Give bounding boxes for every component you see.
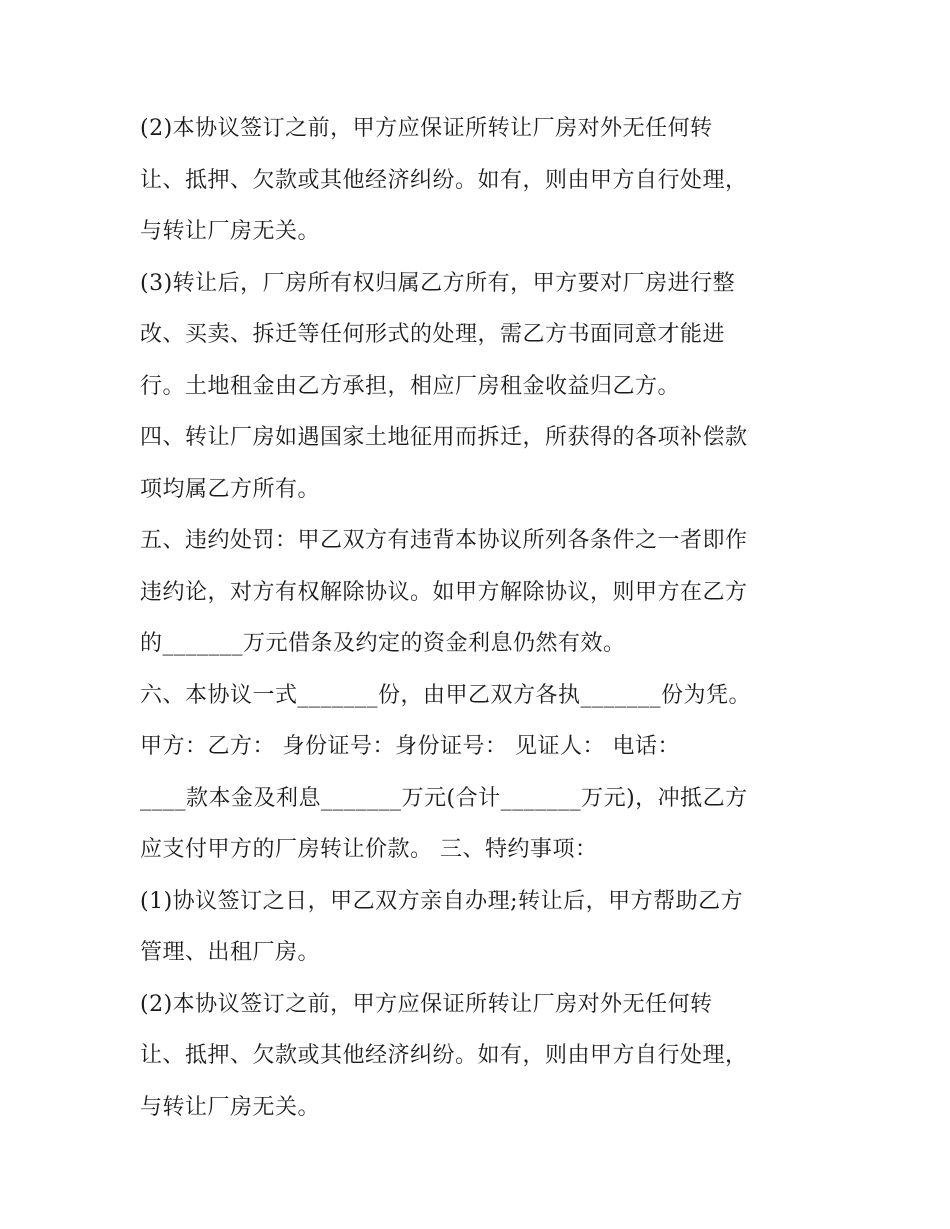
text-line: 应支付甲方的厂房转让价款。 三、特约事项：: [140, 837, 598, 862]
text-line: 四、转让厂房如遇国家土地征用而拆迁，所获得的各项补偿款: [140, 425, 748, 450]
text-line: 违约论，对方有权解除协议。如甲方解除协议，则甲方在乙方: [140, 579, 748, 605]
text-line: (2)本协议签订之前，甲方应保证所转让厂房对外无任何转: [140, 991, 713, 1017]
text-line: ____款本金及利息_______万元(合计_______万元)，冲抵乙方: [140, 785, 748, 811]
text-line: 的_______万元借条及约定的资金利息仍然有效。: [140, 631, 626, 656]
text-line: (2)本协议签订之前，甲方应保证所转让厂房对外无任何转: [140, 116, 713, 141]
text-line: 行。土地租金由乙方承担，相应厂房租金收益归乙方。: [140, 373, 681, 399]
text-line: 让、抵押、欠款或其他经济纠纷。如有，则由甲方自行处理，: [140, 1043, 748, 1068]
text-line: 管理、出租厂房。: [140, 940, 321, 965]
text-line: 六、本协议一式_______份，由甲乙双方各执_______份为凭。: [140, 682, 752, 708]
text-line: 与转让厂房无关。: [140, 219, 321, 244]
document-body: [140, 103, 830, 1133]
text-line: 改、买卖、拆迁等任何形式的处理，需乙方书面同意才能进: [140, 322, 726, 347]
text-line: (1)协议签订之日，甲乙双方亲自办理;转让后，甲方帮助乙方: [140, 888, 744, 914]
text-line: 让、抵押、欠款或其他经济纠纷。如有，则由甲方自行处理，: [140, 167, 748, 193]
text-line: (3)转让后，厂房所有权归属乙方所有，甲方要对厂房进行整: [140, 270, 736, 296]
text-line: 五、违约处罚：甲乙双方有违背本协议所列各条件之一者即作: [140, 528, 748, 553]
text-line: 与转让厂房无关。: [140, 1094, 321, 1120]
text-line: 项均属乙方所有。: [140, 476, 321, 502]
signature-line: 甲方：乙方： 身份证号：身份证号： 见证人： 电话：: [140, 734, 680, 759]
